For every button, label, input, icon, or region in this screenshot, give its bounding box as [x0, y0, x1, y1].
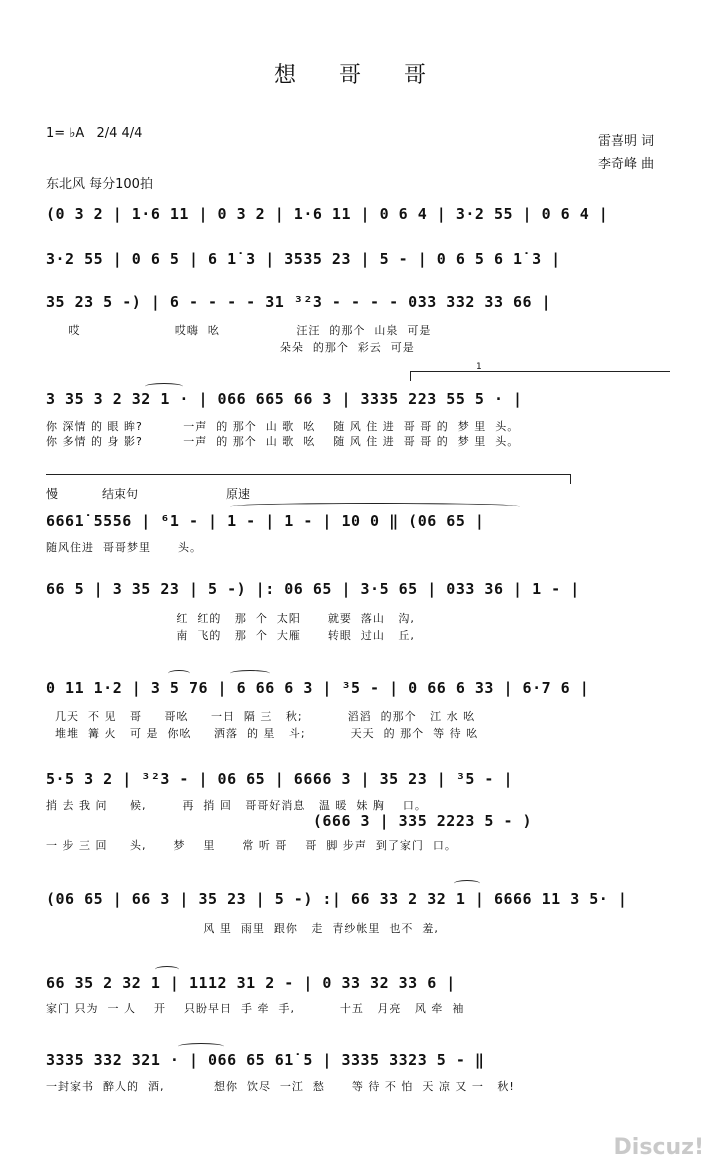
lyric-line-4a: 你 深情 的 眼 眸? 一声 的 那个 山 歌 吆 随 风 住 进 哥 哥 的 梦 里 头。: [46, 420, 520, 433]
key-signature: [46, 126, 142, 141]
score-line-8-alt: (666 3 | 335 2223 5 - ): [46, 812, 533, 830]
lyricist-credit: 雷喜明 词: [598, 134, 655, 149]
score-line-6: 66 5 | 3 35 23 | 5 -) |: 06 65 | 3·5 65 | 033 36 | 1 - |: [46, 580, 580, 598]
slur-line-7a: [168, 670, 190, 677]
score-line-8: 5·5 3 2 | ³²3 - | 06 65 | 6666 3 | 35 23 | ³5 - |: [46, 770, 514, 788]
slur-line-11: [178, 1043, 224, 1050]
a-tempo-marking: 原速: [226, 487, 251, 501]
slur-line-4: [145, 383, 183, 390]
lyric-line-11: 一封家书 醉人的 酒, 想你 饮尽 一江 愁 等 待 不 怕 天 凉 又 一 秋!: [46, 1080, 515, 1093]
lyric-line-3b: 朵朵 的那个 彩云 可是: [46, 341, 415, 354]
slow-marking: 慢: [46, 487, 59, 501]
lyric-line-6b: 南 飞的 那 个 大雁 转眼 过山 丘,: [46, 629, 415, 642]
page-title: 想 哥 哥: [274, 63, 444, 88]
watermark-logo: Discuz!: [613, 1135, 704, 1160]
time-signature: 2/4 4/4: [96, 126, 143, 141]
score-line-7: 0 11 1·2 | 3 5 76 | 6 66 6 3 | ³5 - | 0 66 6 33 | 6·7 6 |: [46, 679, 590, 697]
ending-bracket-end: [570, 474, 571, 484]
lyric-line-3a: 哎 哎嗨 吆 汪汪 的那个 山泉 可是: [46, 324, 432, 337]
composer-credit: 李奇峰 曲: [598, 157, 655, 172]
lyric-line-4b: 你 多情 的 身 影? 一声 的 那个 山 歌 吆 随 风 住 进 哥 哥 的 梦 里 头。: [46, 435, 520, 448]
lyric-line-10: 家门 只为 一 人 开 只盼早日 手 牵 手, 十五 月亮 风 牵 袖: [46, 1002, 465, 1015]
volta-bracket-1: [410, 371, 670, 372]
slur-line-7b: [230, 670, 270, 677]
volta-number-1: 1: [476, 362, 482, 372]
lyric-line-6a: 红 红的 那 个 太阳 就要 落山 沟,: [46, 612, 415, 625]
lyric-line-8-alt: 一 步 三 回 头, 梦 里 常 听 哥 哥 脚 步声 到了家门 口。: [46, 839, 457, 852]
lyric-line-8: 捎 去 我 问 候, 再 捎 回 哥哥好消息 温 暖 妹 胸 口。: [46, 799, 427, 812]
score-line-5: 6661̇ 5556 | ⁶1 - | 1 - | 1 - | 10 0 ‖ (06 65 |: [46, 512, 485, 530]
score-line-11: 3335 332 321 · | 066 65 61̇ 5 | 3335 3323 5 - ‖: [46, 1051, 485, 1069]
lyric-line-5: 随风住进 哥哥梦里 头。: [46, 541, 202, 554]
slur-line-9: [454, 880, 480, 887]
score-line-3: 35 23 5 -) | 6 - - - - 31 ³²3 - - - - 033 332 33 66 |: [46, 293, 552, 311]
ending-bracket: [46, 474, 570, 475]
tempo-marking: 东北风 每分100拍: [46, 177, 153, 192]
score-line-4: 3 35 3 2 32 1 · | 066 665 66 3 | 3335 223 55 5 · |: [46, 390, 523, 408]
tie-line-5: [230, 503, 520, 510]
lyric-line-7b: 堆堆 篝 火 可 是 你吆 洒落 的 星 斗; 天天 的 那个 等 待 吆: [46, 727, 479, 740]
ending-marking: 结束句: [102, 487, 139, 501]
score-line-1: (0 3 2 | 1·6 11 | 0 3 2 | 1·6 11 | 0 6 4 | 3·2 55 | 0 6 4 |: [46, 205, 609, 223]
key-label: 1= ♭A: [46, 126, 85, 141]
score-line-2: 3·2 55 | 0 6 5 | 6 1̇ 3 | 3535 23 | 5 - | 0 6 5 6 1̇ 3 |: [46, 250, 561, 268]
slur-line-10: [155, 966, 179, 973]
score-line-9: (06 65 | 66 3 | 35 23 | 5 -) :| 66 33 2 32 1 | 6666 11 3 5· |: [46, 890, 628, 908]
volta-bracket-1-start: [410, 371, 411, 381]
lyric-line-9: 风 里 雨里 跟你 走 青纱帐里 也不 羞,: [46, 922, 439, 935]
score-line-10: 66 35 2 32 1 | 1112 31 2 - | 0 33 32 33 6 |: [46, 974, 456, 992]
lyric-line-7a: 几天 不 见 哥 哥吆 一日 隔 三 秋; 滔滔 的那个 江 水 吆: [46, 710, 476, 723]
